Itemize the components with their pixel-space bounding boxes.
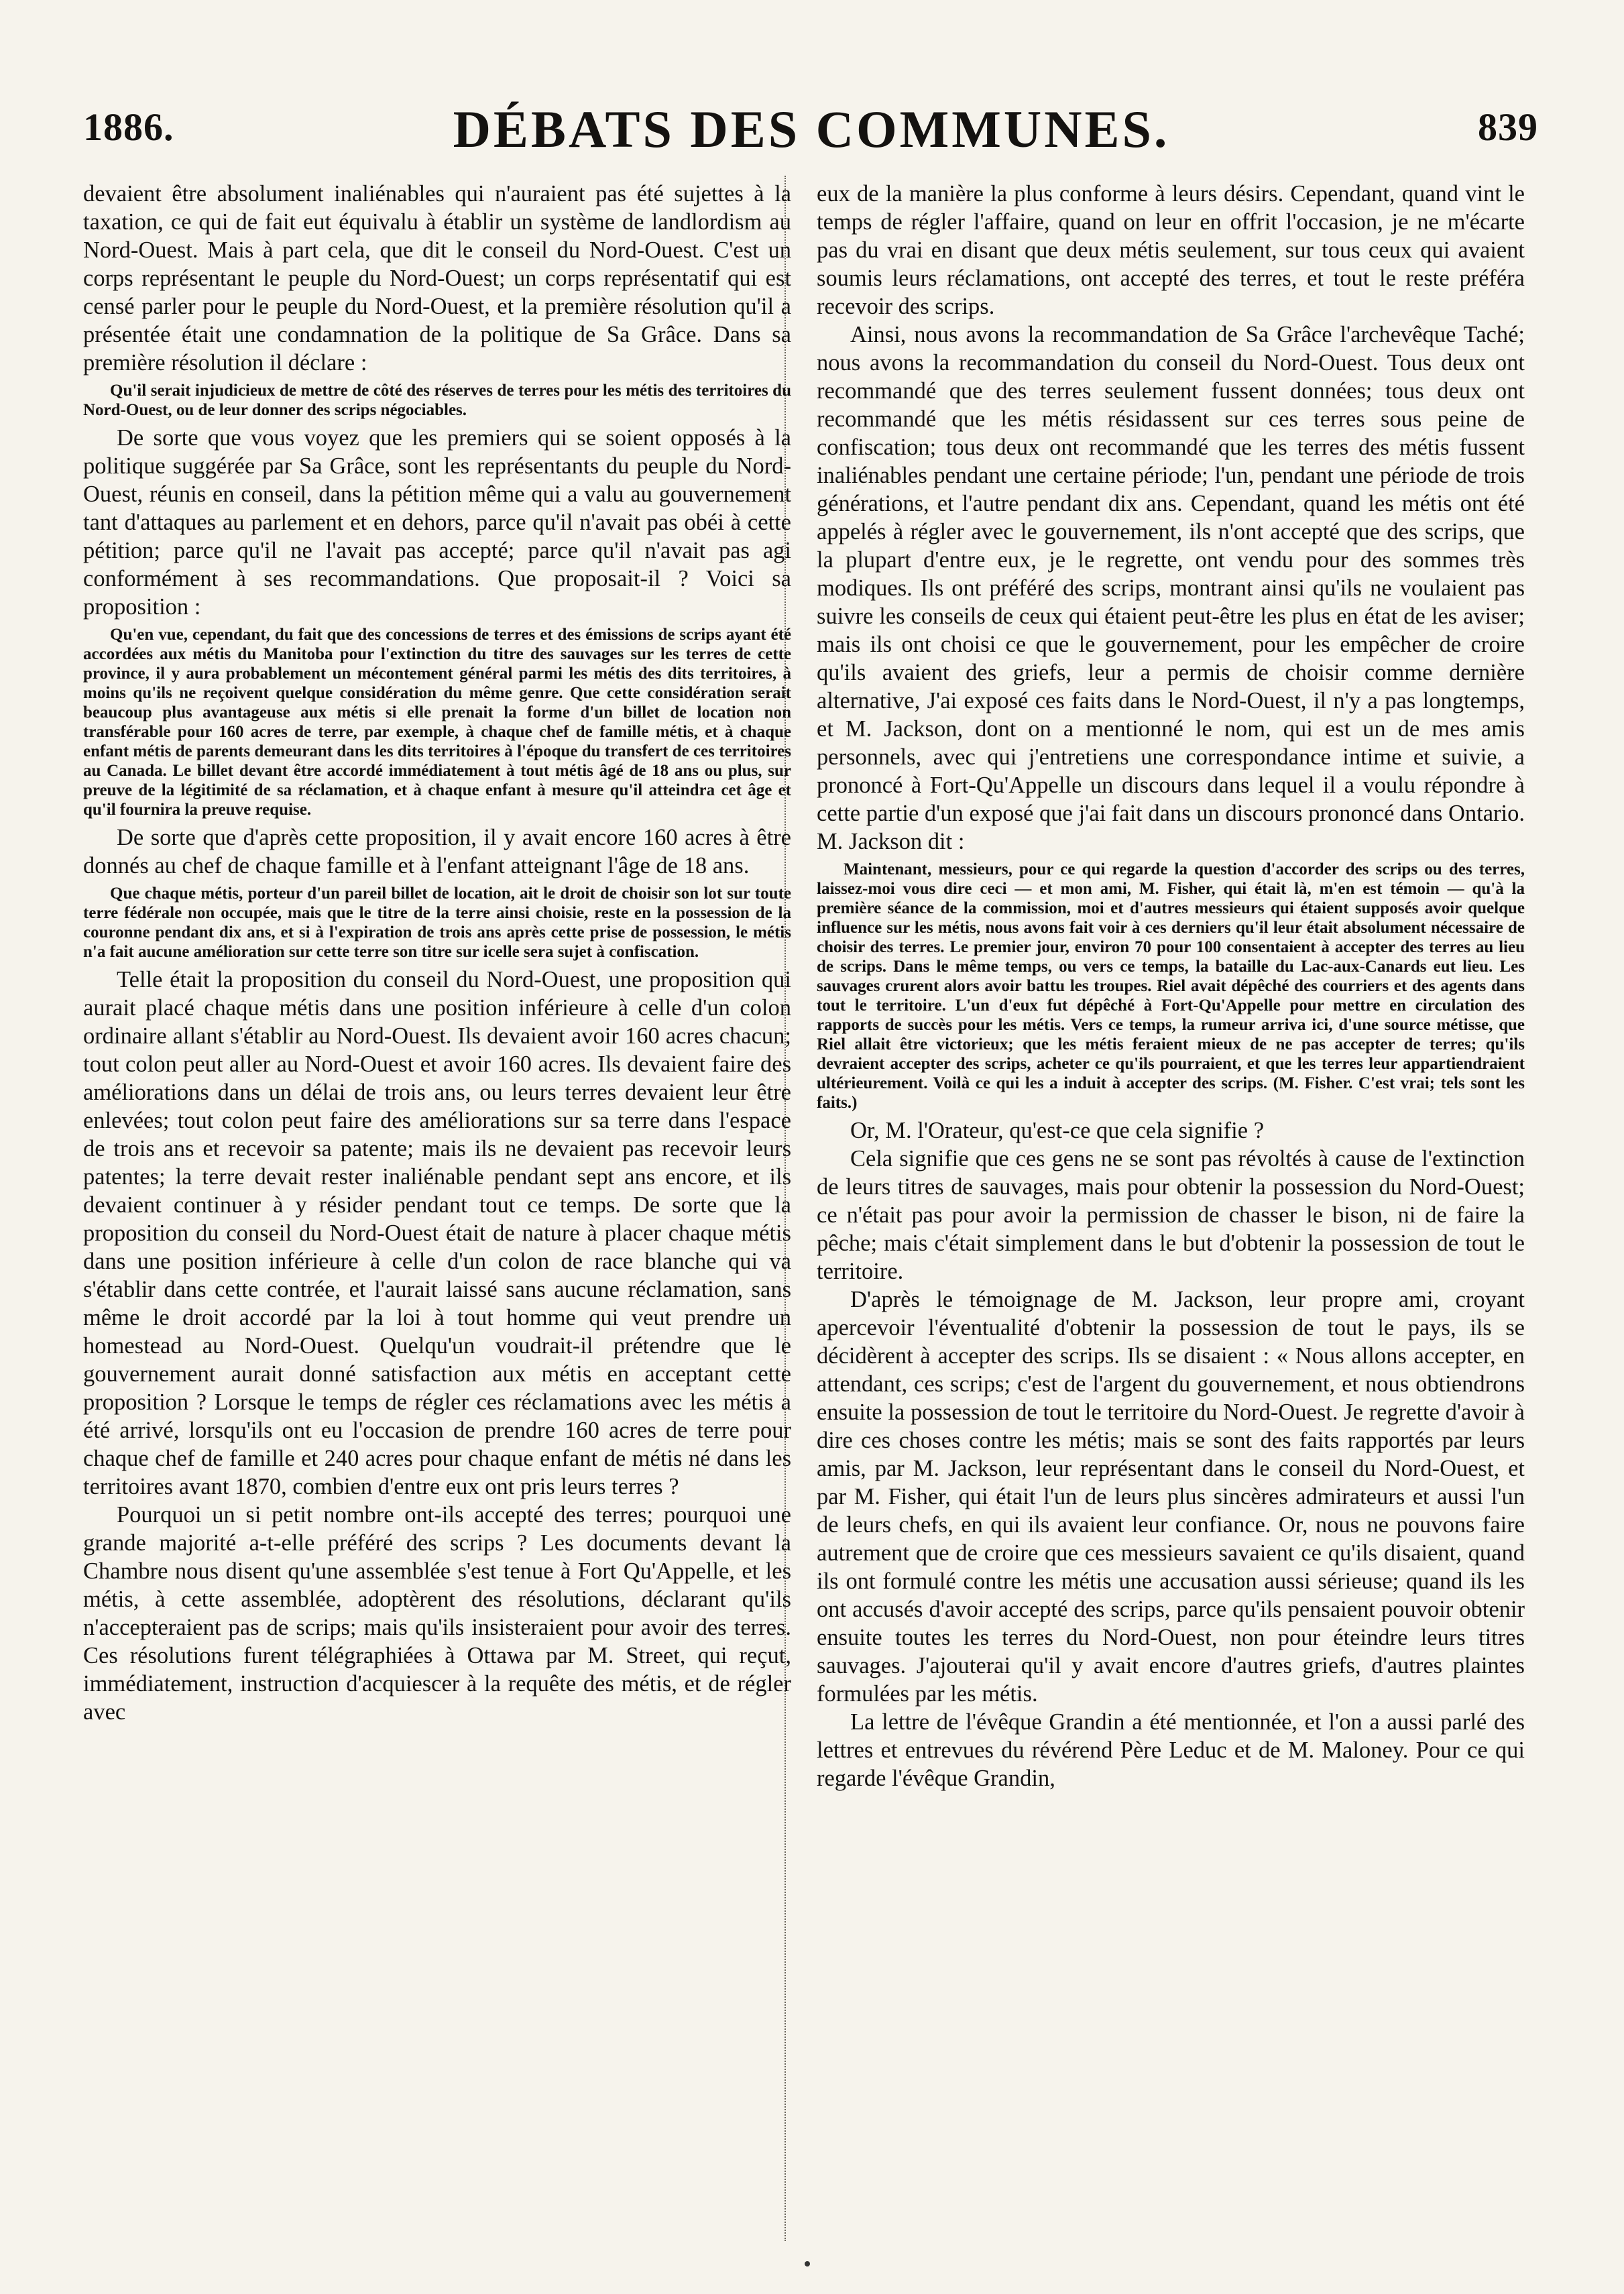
paragraph: De sorte que vous voyez que les premiers qui se soient opposés à la politique suggérée par Sa Grâce, sont les représentants du peuple du Nord-Ouest, réunis en conseil, dans la pétition même qui a valu au gouvernement tant d'attaques au parlement et en dehors, parce qu'il n'avait pas obéi à cette pétition; parce qu'il ne l'avait pas accepté; parce qu'il n'avait pas agi conformément à ses recommandations. Que proposait-il ? Voici sa proposition : [83,425,791,620]
paragraph: Ainsi, nous avons la recommandation de Sa Grâce l'archevêque Taché; nous avons la recommandation du conseil du Nord-Ouest. Tous deux ont recommandé que des terres seulement fussent données; tous deux ont recommandé que les métis résidassent sur ces terres sous peine de confiscation; tous deux ont recommandé que les terres des métis fussent inaliénables pendant une certaine période; l'un, pendant une période de trois générations, et l'autre pendant dix ans. Cependant, quand les métis ont été appelés à régler avec le gouvernement, ils n'ont accepté que des scrips, que la plupart d'entre eux, je le regrette, ont vendu pour des sommes très modiques. Ils ont préféré des scrips, montrant ainsi qu'ils ne voulaient pas suivre les conseils de ceux qui étaient peut-être les plus en état de les aviser; mais ils ont choisi ce que le gouvernement, pour les empêcher de croire qu'ils avaient des griefs, leur a permis de choisir comme dernière alternative, J'ai exposé ces faits dans le Nord-Ouest, il n'y a pas longtemps, et M. Jackson, dont on a mentionné le nom, qui est un de mes amis personnels, avec qui j'entretiens une correspondance intime et suivie, a prononcé à Fort-Qu'Appelle un discours dans lequel il a voulu répondre à cette partie d'un exposé que j'ai fait dans un discours prononcé dans Ontario. M. Jackson dit : [817,322,1525,854]
printer-mark [805,2261,810,2267]
quoted-resolution: Qu'il serait injudicieux de mettre de côté des réserves de terres pour les métis des territoires du Nord-Ouest, ou de leur donner des scrips négociables. [83,382,791,419]
left-column [83,180,791,2245]
paragraph: Or, M. l'Orateur, qu'est-ce que cela signifie ? [850,1118,1265,1143]
quoted-resolution: Que chaque métis, porteur d'un pareil billet de location, ait le droit de choisir son lot sur toute terre fédérale non occupée, mais que le titre de la terre ainsi choisie, reste en la possession de la couronne pendant dix ans, et si à l'expiration de trois ans après cette prise de possession, le métis n'a fait aucune amélioration sur cette terre son titre sur icelle sera sujet à confiscation. [83,884,791,961]
header-page-number: 839 [1478,105,1538,149]
paragraph: De sorte que d'après cette proposition, il y avait encore 160 acres à être donnés au chef de chaque famille et à l'enfant atteignant l'âge de 18 ans. [83,825,791,878]
header-year: 1886. [83,105,174,149]
paragraph: D'après le témoignage de M. Jackson, leur propre ami, croyant apercevoir l'éventualité d'obtenir la possession de tout le pays, ils se décidèrent à accepter des scrips. Ils se disaient : « Nous allons accepter, en attendant, ces scrips; c'est de l'argent du gouvernement, et nous obtiendrons ensuite la possession de tout le territoire du Nord-Ouest. Je regrette d'avoir à dire ces choses contre les métis; mais se sont des faits rapportés par leurs amis, par M. Jackson, leur représentant dans le conseil du Nord-Ouest, et par M. Fisher, qui était l'un de leurs plus sincères admirateurs et aussi l'un de leurs chefs, en qui ils avaient leur confiance. Or, nous ne pouvons faire autrement que de croire que ces messieurs savaient ce qu'ils disaient, quand ils ont formulé contre les métis une accusation aussi sérieuse; quand ils les ont accusés d'avoir accepté des scrips, parce qu'ils pensaient pouvoir obtenir ensuite toutes les terres du Nord-Ouest, non pour éteindre leurs titres sauvages. J'ajouterai qu'il y avait encore d'autres griefs, d'autres plaintes formulées par les métis. [817,1287,1525,1707]
quoted-speech: Maintenant, messieurs, pour ce qui regarde la question d'accorder des scrips ou des terres, laissez-moi vous dire ceci — et mon ami, M. Fisher, qui était là, m'en est témoin — qu'à la première séance de la commission, moi et d'autres messieurs qui étaient supposés avoir quelque influence sur les métis, nous avons fait voir à ces derniers qu'il leur était absolument nécessaire de choisir des terres. Le premier jour, environ 70 pour 100 consentaient à accepter des terres au lieu de scrips. Dans le même temps, ou vers ce temps, la bataille du Lac-aux-Canards eut lieu. Les sauvages crurent alors avoir battu les troupes. Riel avait dépêché des courriers et des agents dans tout le territoire. L'un d'eux fut dépêché à Fort-Qu'Appelle pour mettre en circulation des rapports de succès pour les métis. Vers ce temps, la rumeur arriva ici, d'une source métisse, que Riel allait être victorieux; que les métis feraient mieux de ne pas accepter de terres; qu'ils devraient accepter des scrips, acheter ce qu'ils pourraient, et que les terres leur appartiendraient ultérieurement. Voilà ce qui les a induit à accepter des scrips. (M. Fisher. C'est vrai; tels sont les faits.) [817,860,1525,1112]
right-column [817,180,1525,2245]
page-header [80,99,1542,173]
paragraph: Pourquoi un si petit nombre ont-ils accepté des terres; pourquoi une grande majorité a-t-elle préféré des scrips ? Les documents devant la Chambre nous disent qu'une assemblée s'est tenue à Fort Qu'Appelle, et les métis, à cette assemblée, adoptèrent des résolutions, déclarant qu'ils n'accepteraient pas de scrips; mais qu'ils insisteraient pour avoir des terres. Ces résolutions furent télégraphiées à Ottawa par M. Street, qui reçut, immédiatement, instruction d'acquiescer à la requête des métis, et de régler avec [83,1502,791,1725]
paragraph: eux de la manière la plus conforme à leurs désirs. Cependant, quand vint le temps de régler l'affaire, quand on leur en offrit l'occasion, je ne m'écarte pas du vrai en disant que deux métis seulement, sur tous ceux qui avaient soumis leurs réclamations, ont accepté des terres, et tout le reste préféra recevoir des scrips. [817,181,1525,319]
paragraph: Telle était la proposition du conseil du Nord-Ouest, une proposition qui aurait placé chaque métis dans une position inférieure à celle d'un colon ordinaire allant s'établir au Nord-Ouest. Ils devaient avoir 160 acres chacun; tout colon peut aller au Nord-Ouest et avoir 160 acres. Ils devaient faire des améliorations dans un délai de trois ans, ou leurs terres devaient leur être enlevées; tout colon peut faire des améliorations sur sa terre dans l'espace de trois ans et recevoir sa patente; mais ils ne devaient pas recevoir leurs patentes; la terre devait rester inaliénable pendant sept ans encore, et ils devaient continuer à y résider pendant tout ce temps. De sorte que la proposition du conseil du Nord-Ouest était de nature à placer chaque métis dans une position inférieure à celle d'un colon de race blanche qui va s'établir dans cette contrée, et l'aurait laissé sans aucune réclamation, sans même le droit accordé par la loi à tout homme qui veut prendre un homestead au Nord-Ouest. Quelqu'un voudrait-il prétendre que le gouvernement aurait donné satisfaction aux métis en acceptant cette proposition ? Lorsque le temps de régler ces réclamations avec les métis a été arrivé, lorsqu'ils ont eu l'occasion de prendre 160 acres de terre pour chaque chef de famille et 240 acres pour chaque enfant de métis né dans les territoires avant 1870, combien d'entre eux ont pris leurs terres ? [83,967,791,1499]
paragraph: devaient être absolument inaliénables qui n'auraient pas été sujettes à la taxation, ce qui de fait eut équivalu à établir un système de landlordism au Nord-Ouest. Mais à part cela, que dit le conseil du Nord-Ouest. C'est un corps représentant le peuple du Nord-Ouest; un corps représentatif qui est censé parler pour le peuple du Nord-Ouest, et la première résolution qu'il a présentée était une condamnation de la politique de Sa Grâce. Dans sa première résolution il déclare : [83,181,791,376]
quoted-resolution: Qu'en vue, cependant, du fait que des concessions de terres et des émissions de scrips ayant été accordées aux métis du Manitoba pour l'extinction du titre des sauvages sur les terres de cette province, il y aura probablement un mécontement général parmi les métis des dits territoires, à moins qu'ils ne reçoivent quelque considération du même genre. Que cette considération serait beaucoup plus avantageuse aux métis si elle prenait la forme d'un billet de location non transférable pour 160 acres de terre, par exemple, à chaque chef de famille métis, et à chaque enfant métis de parents demeurant dans les dits territoires à l'époque du transfert de ces territoires au Canada. Le billet devant être accordé immédiatement à tout métis âgé de 18 ans ou plus, sur preuve de la légitimité de sa réclamation, et à chaque enfant à mesure qu'il atteindra cet âge et qu'il fournira la preuve requise. [83,626,791,819]
paragraph: La lettre de l'évêque Grandin a été mentionnée, et l'on a aussi parlé des lettres et entrevues du révérend Père Leduc et de M. Maloney. Pour ce qui regarde l'évêque Grandin, [817,1709,1525,1791]
header-title: DÉBATS DES COMMUNES. [453,100,1170,158]
paragraph: Cela signifie que ces gens ne se sont pas révoltés à cause de l'extinction de leurs titres de sauvages, mais pour obtenir la possession du Nord-Ouest; ce n'était pas pour avoir la permission de chasser le bison, ni de faire la pêche; mais c'était simplement dans le but d'obtenir la possession de tout le territoire. [817,1146,1525,1284]
